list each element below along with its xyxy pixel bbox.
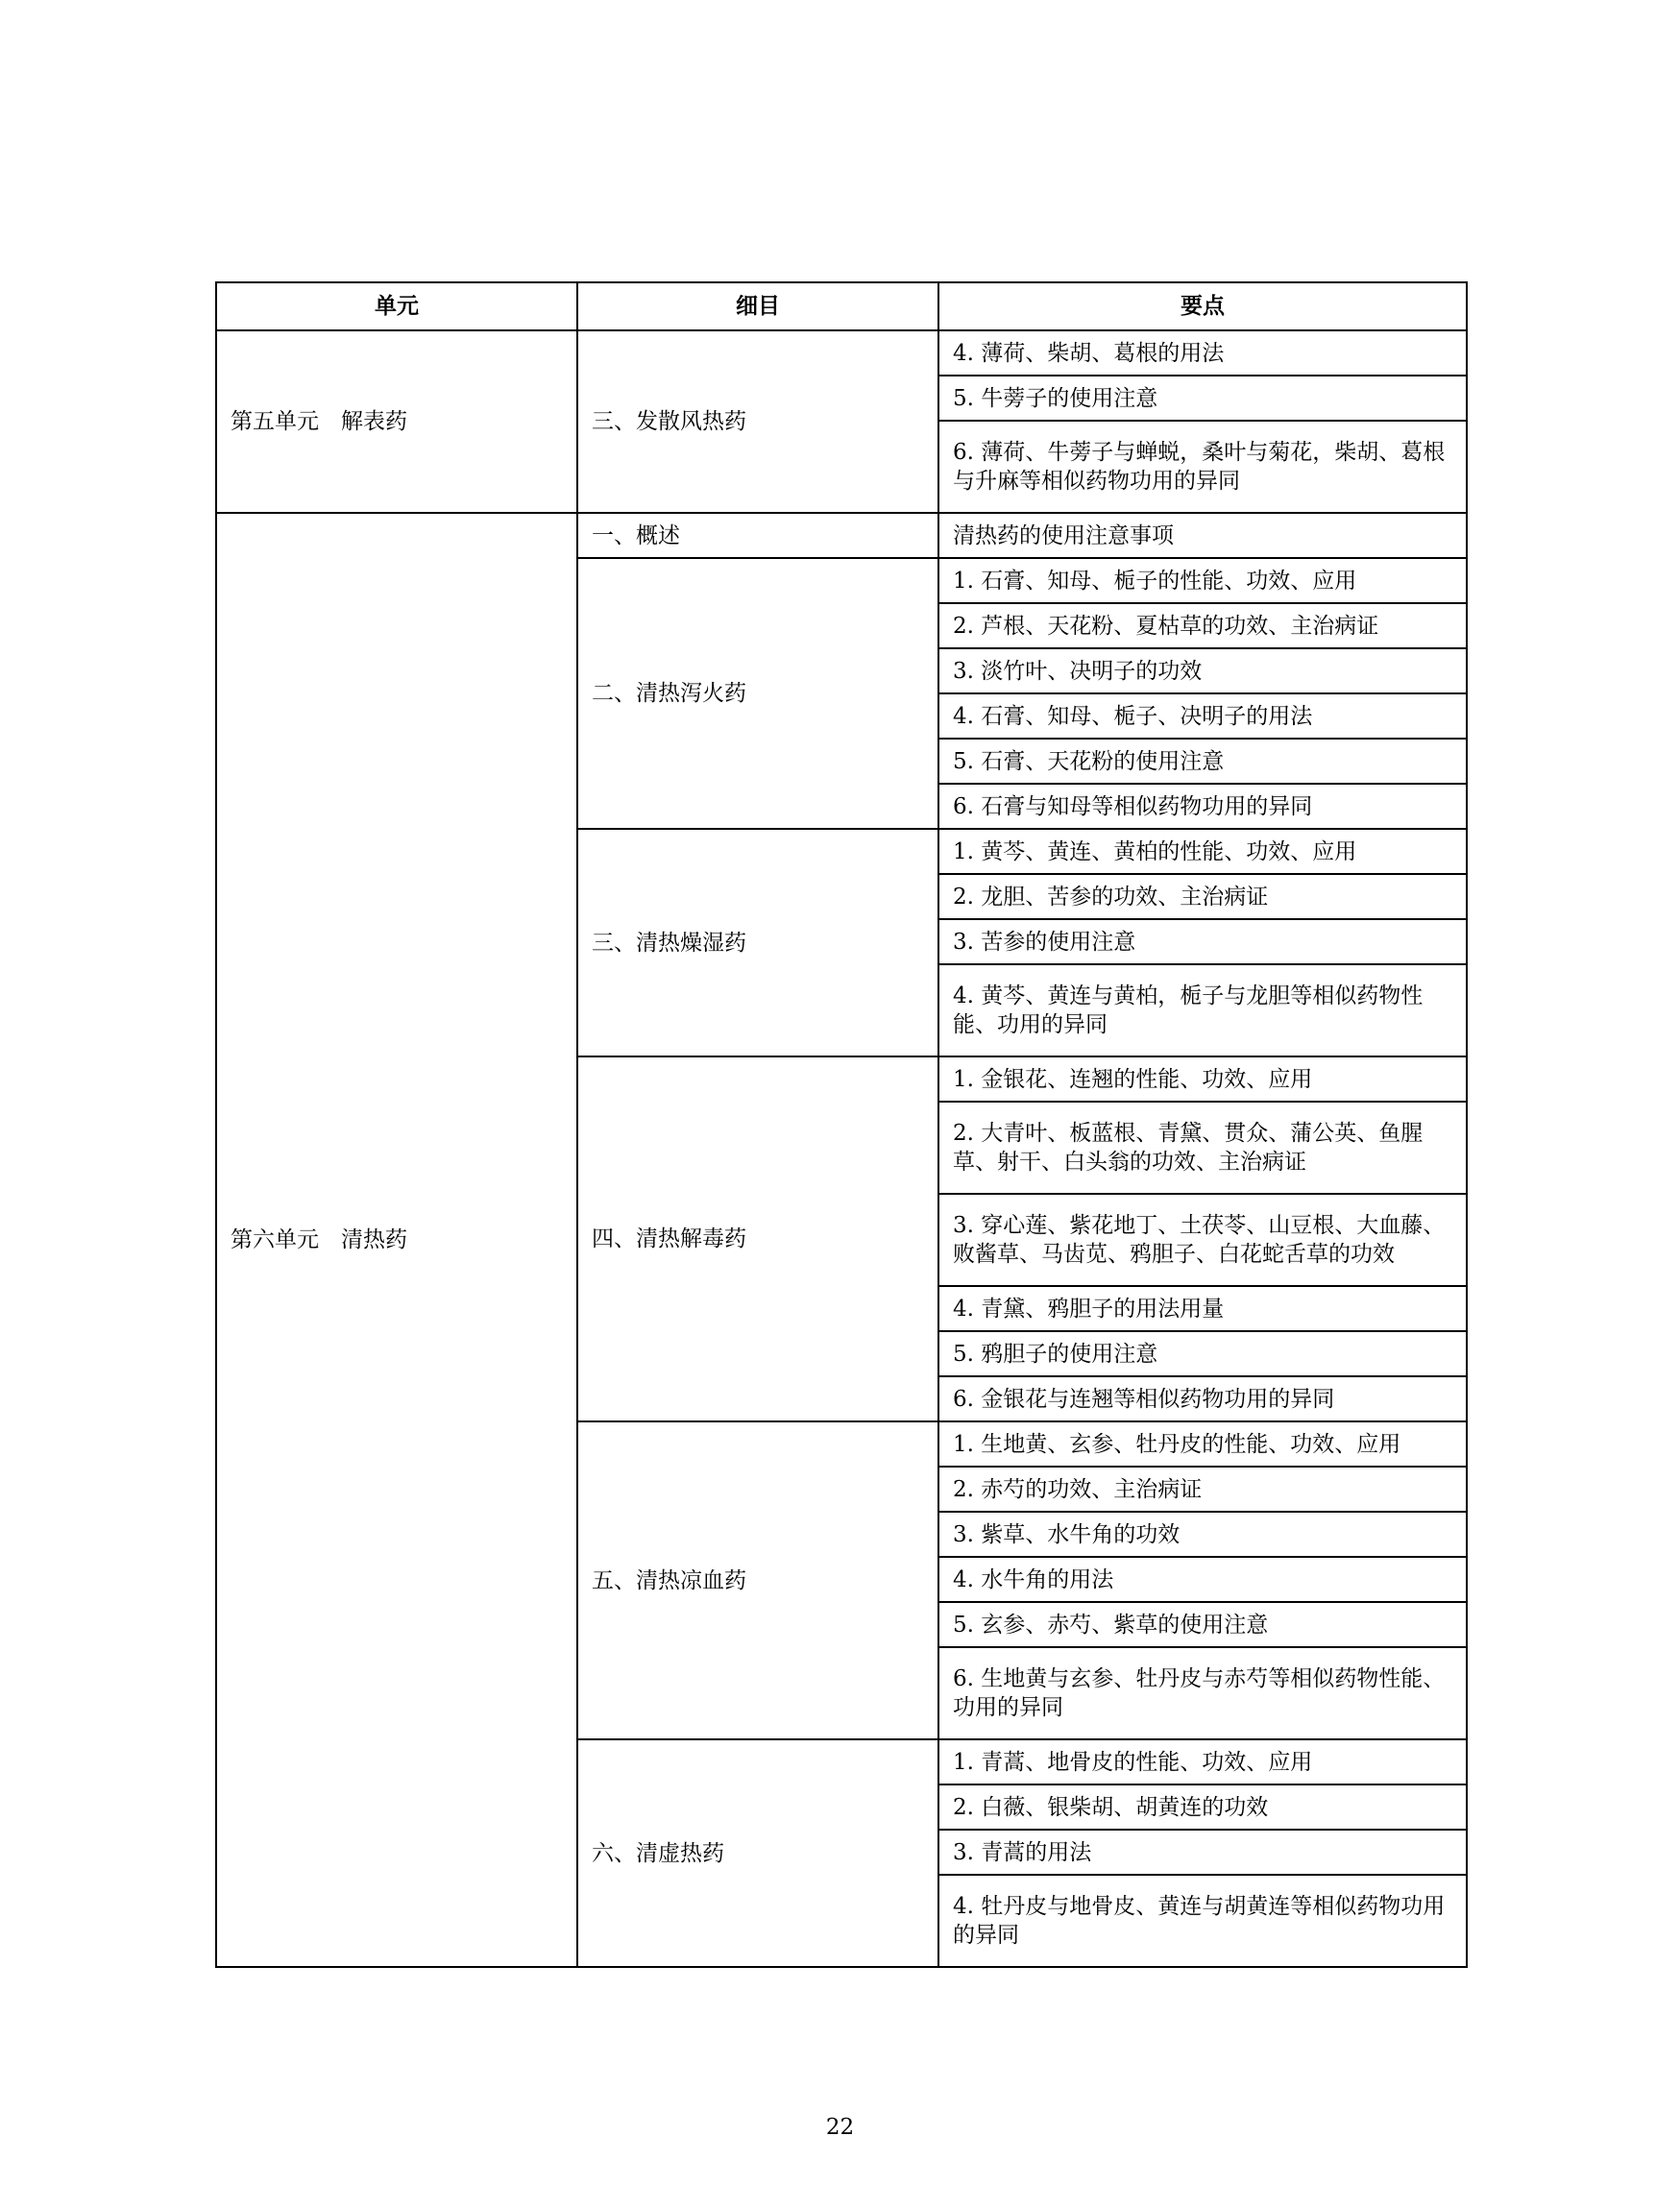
point-cell: 3. 紫草、水牛角的功效 [938,1512,1467,1557]
point-cell: 2. 龙胆、苦参的功效、主治病证 [938,874,1467,919]
header-row [216,282,1467,330]
point-cell: 2. 大青叶、板蓝根、青黛、贯众、蒲公英、鱼腥草、射干、白头翁的功效、主治病证 [938,1102,1467,1194]
item-cell: 二、清热泻火药 [577,558,938,829]
point-cell: 6. 金银花与连翘等相似药物功用的异同 [938,1376,1467,1421]
item-cell: 三、发散风热药 [577,330,938,513]
point-cell: 6. 薄荷、牛蒡子与蝉蜕，桑叶与菊花，柴胡、葛根与升麻等相似药物功用的异同 [938,421,1467,513]
item-cell: 六、清虚热药 [577,1739,938,1967]
point-cell: 1. 石膏、知母、栀子的性能、功效、应用 [938,558,1467,603]
point-cell: 6. 石膏与知母等相似药物功用的异同 [938,784,1467,829]
point-cell: 3. 穿心莲、紫花地丁、土茯苓、山豆根、大血藤、败酱草、马齿苋、鸦胆子、白花蛇舌草的功效 [938,1194,1467,1286]
item-cell: 五、清热凉血药 [577,1421,938,1739]
page-number: 22 [825,2115,855,2140]
point-cell: 4. 青黛、鸦胆子的用法用量 [938,1286,1467,1331]
item-cell: 一、概述 [577,513,938,558]
point-cell: 5. 石膏、天花粉的使用注意 [938,739,1467,784]
point-cell: 3. 苦参的使用注意 [938,919,1467,964]
point-cell: 4. 石膏、知母、栀子、决明子的用法 [938,693,1467,739]
point-cell: 3. 淡竹叶、决明子的功效 [938,648,1467,693]
item-cell: 三、清热燥湿药 [577,829,938,1056]
point-cell: 2. 白薇、银柴胡、胡黄连的功效 [938,1784,1467,1830]
point-cell: 1. 生地黄、玄参、牡丹皮的性能、功效、应用 [938,1421,1467,1467]
point-cell: 4. 牡丹皮与地骨皮、黄连与胡黄连等相似药物功用的异同 [938,1875,1467,1967]
point-cell: 3. 青蒿的用法 [938,1830,1467,1875]
point-cell: 4. 水牛角的用法 [938,1557,1467,1602]
point-cell: 5. 玄参、赤芍、紫草的使用注意 [938,1602,1467,1647]
point-cell: 4. 黄芩、黄连与黄柏，栀子与龙胆等相似药物性能、功用的异同 [938,964,1467,1056]
table-row [216,513,1467,558]
table-row [216,330,1467,376]
item-cell: 四、清热解毒药 [577,1056,938,1421]
unit-cell: 第六单元 清热药 [216,513,577,1967]
point-cell: 清热药的使用注意事项 [938,513,1467,558]
header-unit: 单元 [216,282,577,330]
point-cell: 4. 薄荷、柴胡、葛根的用法 [938,330,1467,376]
point-cell: 5. 鸦胆子的使用注意 [938,1331,1467,1376]
point-cell: 2. 芦根、天花粉、夏枯草的功效、主治病证 [938,603,1467,648]
point-cell: 5. 牛蒡子的使用注意 [938,376,1467,421]
syllabus-table [215,281,1468,1968]
point-cell: 1. 金银花、连翘的性能、功效、应用 [938,1056,1467,1102]
unit-cell: 第五单元 解表药 [216,330,577,513]
header-point: 要点 [938,282,1467,330]
point-cell: 6. 生地黄与玄参、牡丹皮与赤芍等相似药物性能、功用的异同 [938,1647,1467,1739]
point-cell: 1. 黄芩、黄连、黄柏的性能、功效、应用 [938,829,1467,874]
point-cell: 2. 赤芍的功效、主治病证 [938,1467,1467,1512]
point-cell: 1. 青蒿、地骨皮的性能、功效、应用 [938,1739,1467,1784]
header-item: 细目 [577,282,938,330]
